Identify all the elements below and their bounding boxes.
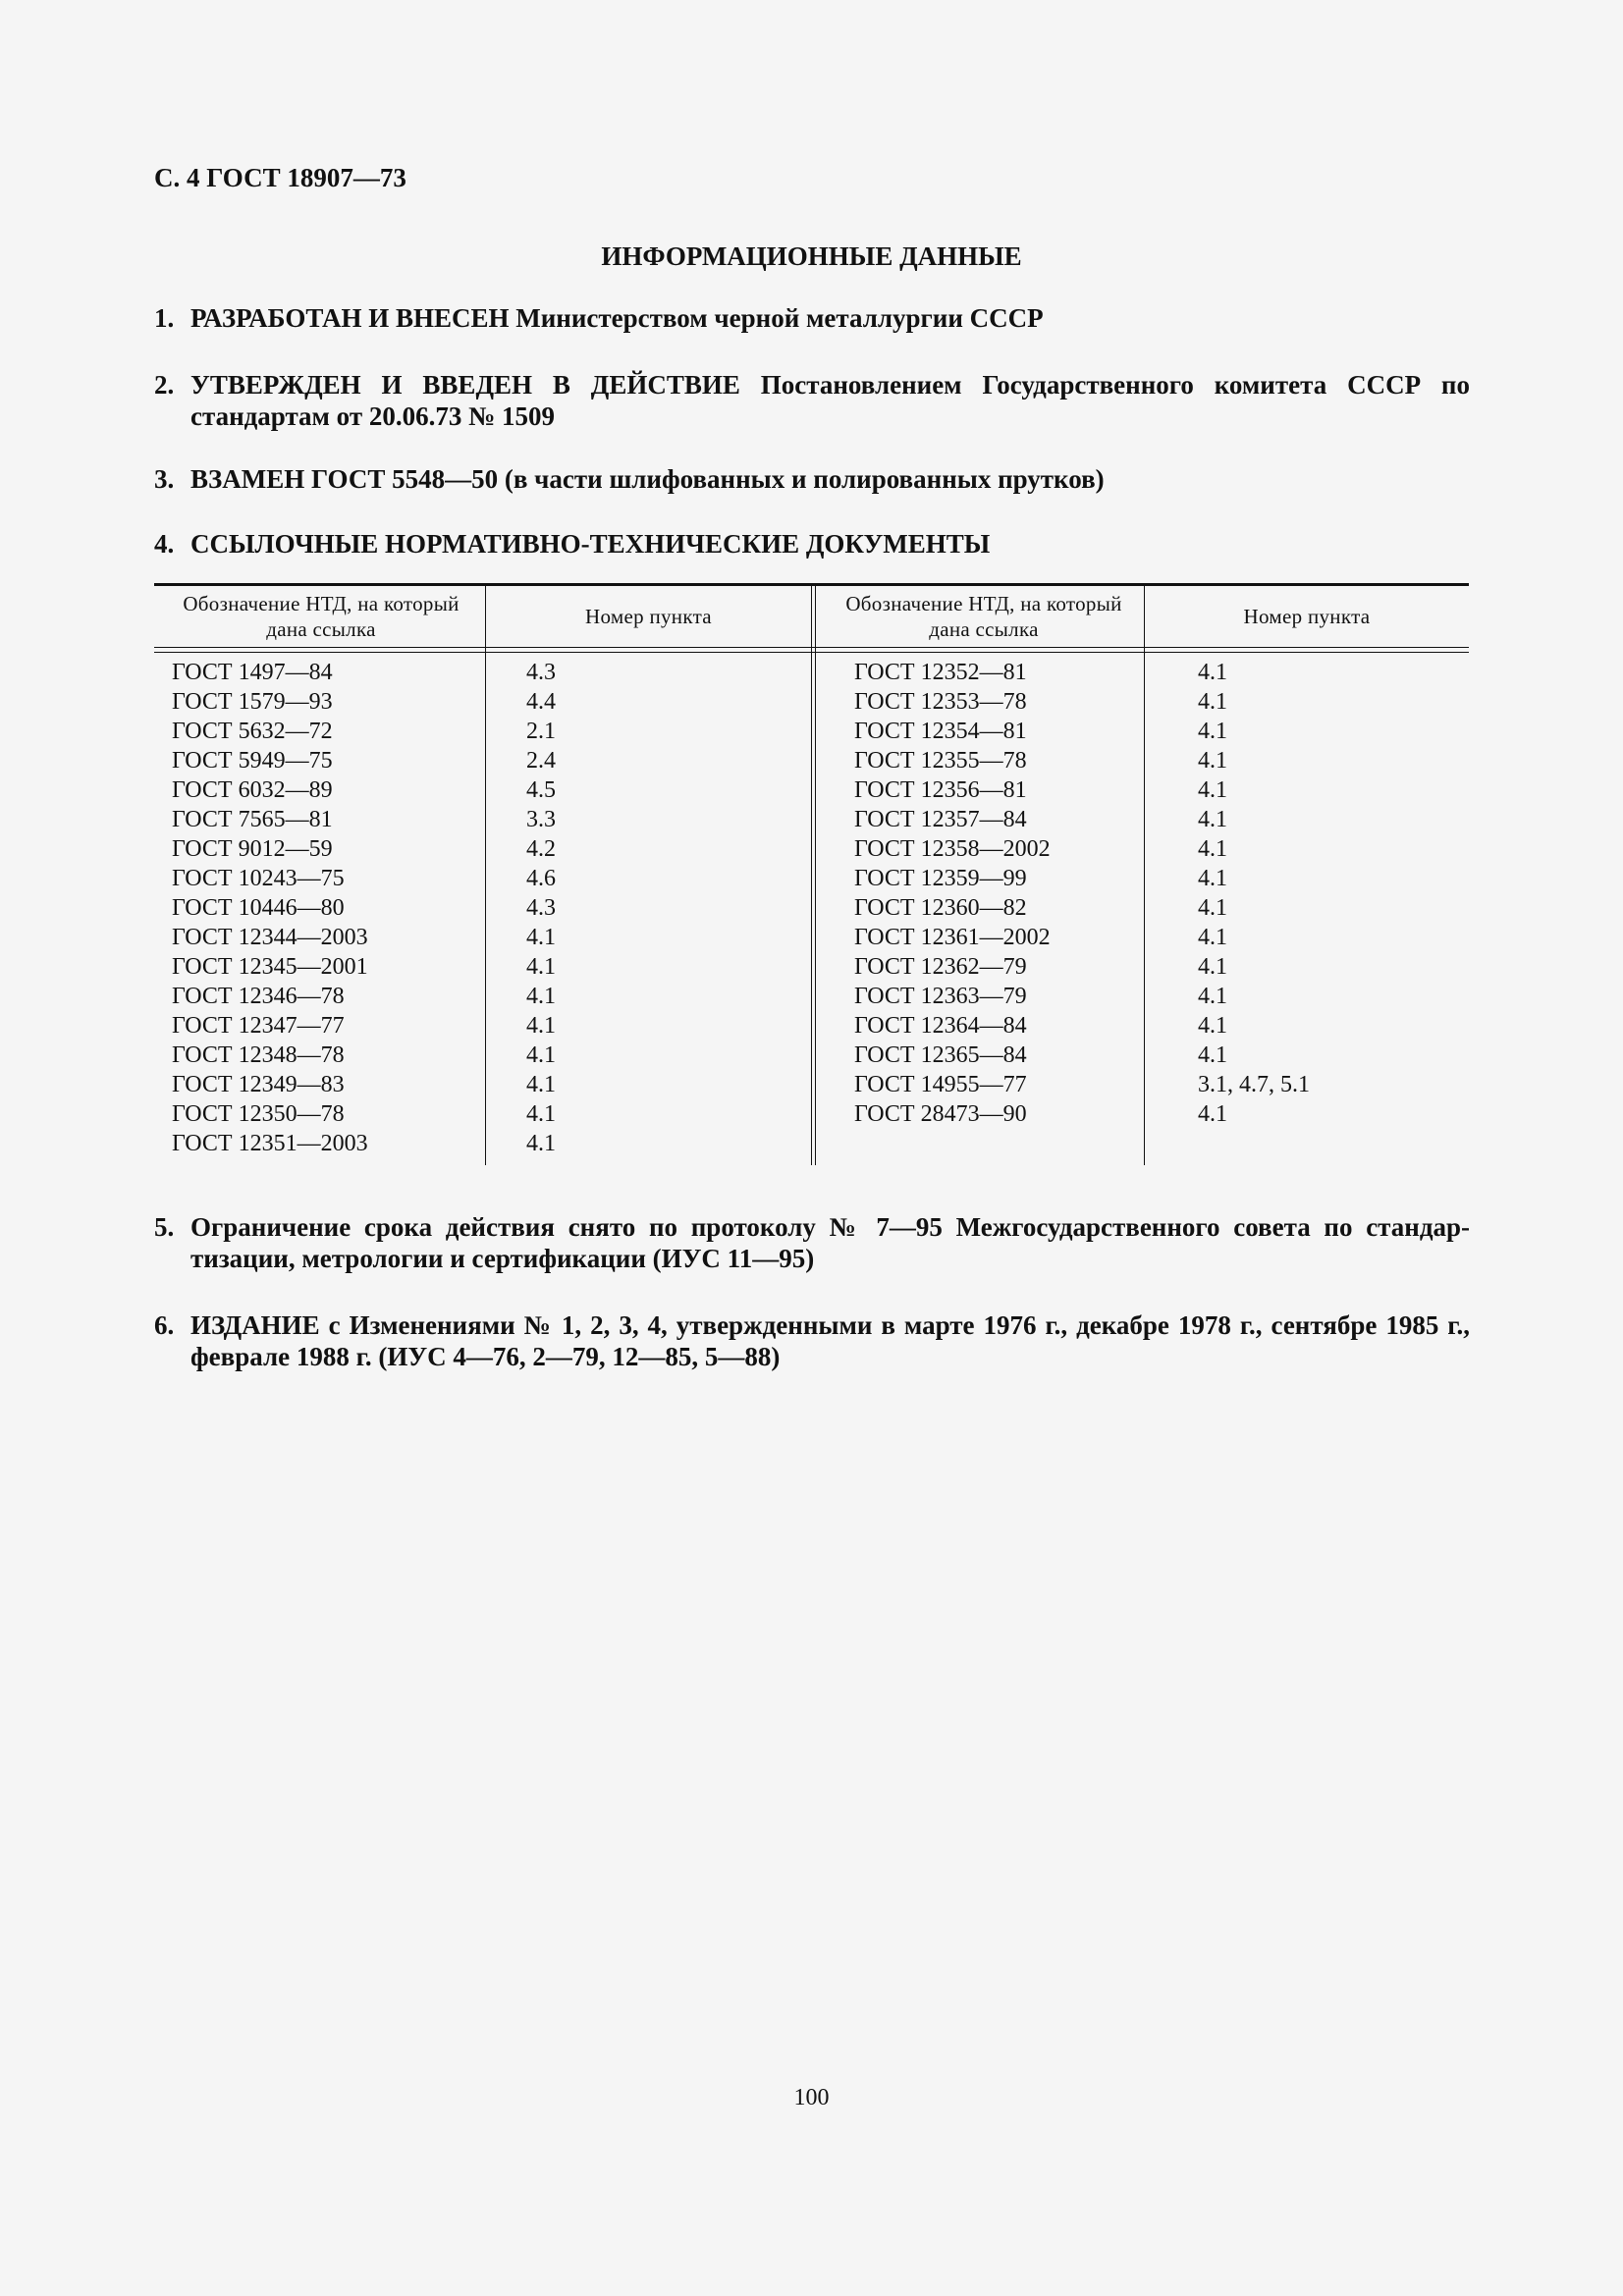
table-cell-doc: ГОСТ 5632—72 <box>172 719 333 744</box>
table-cell-doc: ГОСТ 6032—89 <box>172 777 333 803</box>
table-cell-doc: ГОСТ 28473—90 <box>854 1101 1027 1127</box>
table-cell-doc: ГОСТ 10243—75 <box>172 866 345 891</box>
table-cell-clause: 4.3 <box>526 660 556 685</box>
table-cell-clause: 4.1 <box>526 954 556 980</box>
table-cell-clause: 4.2 <box>526 836 556 862</box>
table-cell-clause: 4.1 <box>526 925 556 950</box>
table-cell-clause: 4.1 <box>526 1072 556 1097</box>
item-number: 3. <box>154 464 175 494</box>
table-cell-doc: ГОСТ 9012—59 <box>172 836 333 862</box>
item-number: 6. <box>154 1310 175 1340</box>
table-cell-clause: 2.4 <box>526 748 556 774</box>
right-doc-column <box>854 658 1051 1129</box>
table-cell-clause: 4.1 <box>526 1042 556 1068</box>
table-cell-doc: ГОСТ 12356—81 <box>854 777 1027 803</box>
table-cell-doc: ГОСТ 12353—78 <box>854 689 1027 715</box>
item-lead: ССЫЛОЧНЫЕ НОРМАТИВНО-ТЕХНИЧЕСКИЕ ДОКУМЕНТЫ <box>190 529 991 559</box>
table-cell-doc: ГОСТ 12351—2003 <box>172 1131 368 1156</box>
section-title: ИНФОРМАЦИОННЫЕ ДАННЫЕ <box>601 241 1022 271</box>
item-edition <box>154 1309 1470 1372</box>
table-cell-clause: 4.6 <box>526 866 556 891</box>
table-cell-clause: 4.5 <box>526 777 556 803</box>
item-lead: ИЗДАНИЕ <box>190 1310 320 1340</box>
item-number: 4. <box>154 529 175 559</box>
table-cell-clause: 4.1 <box>526 1131 556 1156</box>
table-column-divider <box>1144 585 1145 1165</box>
table-cell-doc: ГОСТ 12350—78 <box>172 1101 345 1127</box>
item-lead: РАЗРАБОТАН И ВНЕСЕН <box>190 303 510 333</box>
table-cell-clause: 4.1 <box>1198 777 1227 803</box>
left-clause-column <box>526 658 556 1158</box>
table-header-doc: Обозначение НТД, на который дана ссылка <box>183 592 460 641</box>
table-cell-doc: ГОСТ 12365—84 <box>854 1042 1027 1068</box>
table-cell-doc: ГОСТ 12348—78 <box>172 1042 345 1068</box>
table-cell-doc: ГОСТ 12359—99 <box>854 866 1027 891</box>
table-cell-doc: ГОСТ 12362—79 <box>854 954 1027 980</box>
table-cell-clause: 4.1 <box>1198 866 1227 891</box>
table-cell-clause: 4.1 <box>1198 689 1227 715</box>
table-cell-clause: 4.1 <box>1198 807 1227 832</box>
table-cell-clause: 4.1 <box>1198 719 1227 744</box>
item-text: (в части шлифованных и полированных прутков) <box>498 464 1105 494</box>
table-header-doc: Обозначение НТД, на который дана ссылка <box>845 592 1122 641</box>
table-cell-clause: 4.1 <box>1198 748 1227 774</box>
table-cell-clause: 4.1 <box>1198 954 1227 980</box>
table-center-divider <box>811 585 816 1165</box>
item-text: с Изменениями № 1, 2, 3, 4, утвержденными в марте 1976 г., декабре 1978 г., сентябре 1985 г., феврале 1988 г. (ИУС 4—76, 2—79, 12—85, 5—88) <box>190 1310 1470 1371</box>
table-cell-doc: ГОСТ 12354—81 <box>854 719 1027 744</box>
table-cell-clause: 4.1 <box>526 984 556 1009</box>
table-cell-doc: ГОСТ 12360—82 <box>854 895 1027 921</box>
table-cell-clause: 4.1 <box>1198 1042 1227 1068</box>
right-clause-column <box>1198 658 1310 1129</box>
table-cell-clause: 4.1 <box>1198 836 1227 862</box>
table-cell-doc: ГОСТ 12363—79 <box>854 984 1027 1009</box>
table-cell-clause: 3.1, 4.7, 5.1 <box>1198 1072 1310 1097</box>
table-cell-clause: 4.1 <box>1198 895 1227 921</box>
table-cell-clause: 4.1 <box>1198 1101 1227 1127</box>
item-approved <box>154 369 1470 432</box>
table-cell-doc: ГОСТ 12361—2002 <box>854 925 1051 950</box>
left-doc-column <box>172 658 368 1158</box>
item-developed-by <box>154 302 1470 334</box>
table-cell-doc: ГОСТ 12357—84 <box>854 807 1027 832</box>
item-number: 2. <box>154 370 175 400</box>
item-lead: ВЗАМЕН ГОСТ 5548—50 <box>190 464 499 494</box>
table-cell-doc: ГОСТ 12347—77 <box>172 1013 345 1039</box>
table-cell-clause: 4.3 <box>526 895 556 921</box>
item-references <box>154 528 1470 560</box>
table-cell-doc: ГОСТ 12355—78 <box>854 748 1027 774</box>
item-text: Ограничение срока действия снято по протоколу № 7—95 Межгосударственного совета по стандар-тизации, метрологии и сертификации (ИУС 11—95) <box>190 1212 1470 1273</box>
table-cell-doc: ГОСТ 12344—2003 <box>172 925 368 950</box>
table-column-divider <box>485 585 486 1165</box>
table-cell-doc: ГОСТ 5949—75 <box>172 748 333 774</box>
table-cell-clause: 2.1 <box>526 719 556 744</box>
item-number: 5. <box>154 1212 175 1242</box>
table-cell-doc: ГОСТ 14955—77 <box>854 1072 1027 1097</box>
table-cell-clause: 4.1 <box>526 1013 556 1039</box>
table-cell-clause: 4.1 <box>1198 925 1227 950</box>
item-text: Постановлением Государственного комитета СССР по стандартам от 20.06.73 № 1509 <box>190 370 1470 431</box>
table-cell-doc: ГОСТ 12346—78 <box>172 984 345 1009</box>
table-header-clause: Номер пункта <box>1243 605 1371 628</box>
item-text: Министерством черной металлургии СССР <box>509 303 1044 333</box>
table-cell-doc: ГОСТ 7565—81 <box>172 807 333 832</box>
item-replaces <box>154 463 1470 495</box>
table-cell-doc: ГОСТ 1579—93 <box>172 689 333 715</box>
table-cell-clause: 4.1 <box>1198 1013 1227 1039</box>
table-cell-clause: 4.1 <box>526 1101 556 1127</box>
table-cell-doc: ГОСТ 10446—80 <box>172 895 345 921</box>
table-cell-clause: 3.3 <box>526 807 556 832</box>
item-number: 1. <box>154 303 175 333</box>
page-number: 100 <box>793 2085 830 2110</box>
table-cell-clause: 4.1 <box>1198 660 1227 685</box>
table-cell-clause: 4.1 <box>1198 984 1227 1009</box>
table-cell-clause: 4.4 <box>526 689 556 715</box>
reference-table <box>154 583 1469 1165</box>
table-header-clause: Номер пункта <box>585 605 712 628</box>
page-header: С. 4 ГОСТ 18907—73 <box>154 163 406 192</box>
item-lead: УТВЕРЖДЕН И ВВЕДЕН В ДЕЙСТВИЕ <box>190 370 740 400</box>
table-cell-doc: ГОСТ 12349—83 <box>172 1072 345 1097</box>
table-cell-doc: ГОСТ 12358—2002 <box>854 836 1051 862</box>
item-term-limit <box>154 1211 1470 1274</box>
table-cell-doc: ГОСТ 1497—84 <box>172 660 333 685</box>
table-cell-doc: ГОСТ 12352—81 <box>854 660 1027 685</box>
table-cell-doc: ГОСТ 12364—84 <box>854 1013 1027 1039</box>
table-cell-doc: ГОСТ 12345—2001 <box>172 954 368 980</box>
